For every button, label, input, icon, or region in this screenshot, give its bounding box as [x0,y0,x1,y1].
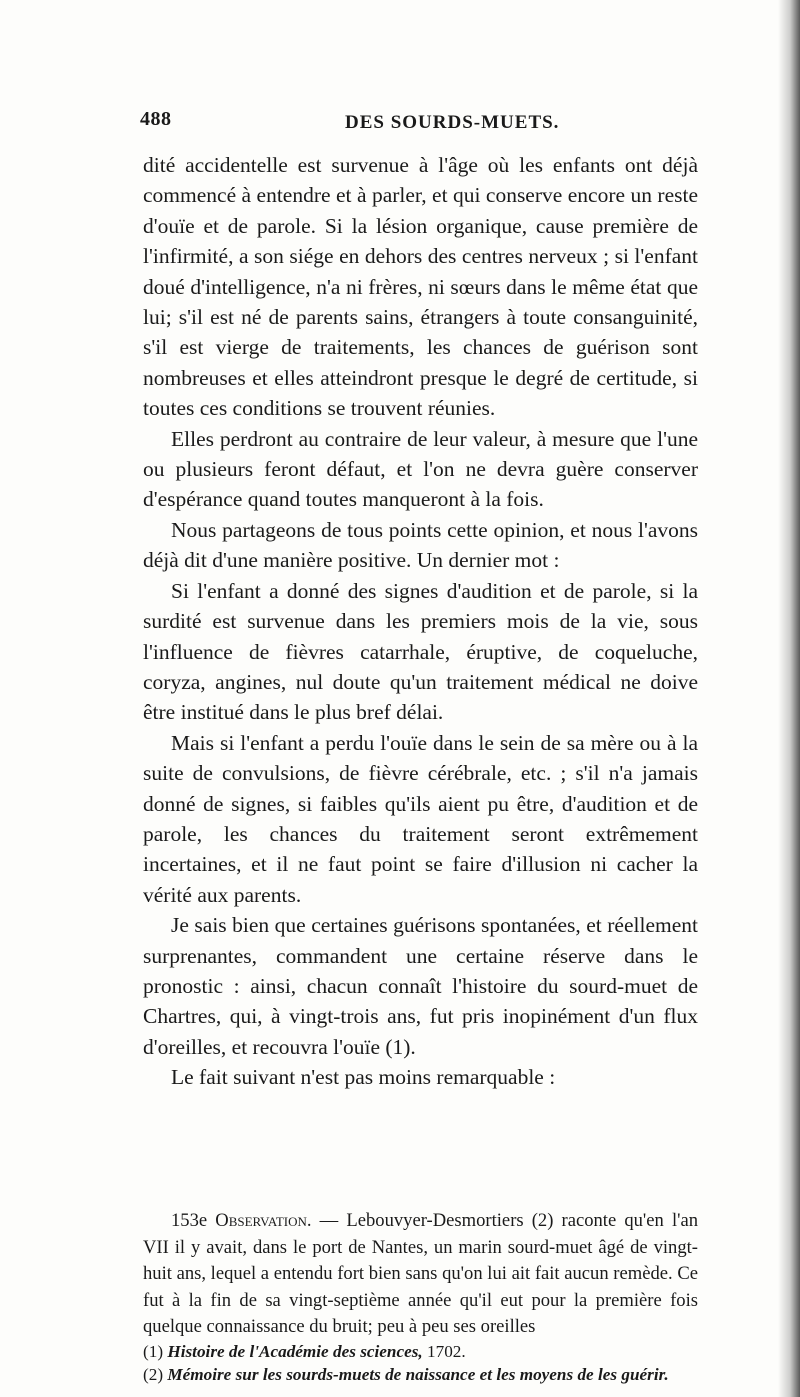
footnote-rest: 1702. [422,1342,466,1361]
observation-block [143,1208,698,1341]
footnote-marker: (2) [143,1365,164,1384]
footnote [143,1340,698,1363]
footnote-title: Mémoire sur les sourds-muets de naissance et les moyens de les guérir. [167,1365,669,1384]
page-edge-shadow [778,0,800,1397]
page-header [140,108,700,138]
observation-label: Observation. [215,1210,312,1231]
footnotes [143,1340,698,1386]
paragraph: Nous partageons de tous points cette opinion, et nous l'avons déjà dit d'une manière positive. Un dernier mot : [143,517,698,573]
page-number: 488 [140,108,172,130]
footnote-title: Histoire de l'Académie des sciences, [167,1342,423,1361]
paragraph: Je sais bien que certaines guérisons spontanées, et réellement surprenantes, commandent une certaine réserve dans le pronostic : ainsi, chacun connaît l'histoire du sourd-muet de Chartres, qui, à vingt-trois ans, fut pris inopinément d'un flux d'oreilles, et recouvra l'ouïe (1). [143,913,698,1059]
paragraph: Si l'enfant a donné des signes d'audition et de parole, si la surdité est survenue dans les premiers mois de la vie, sous l'influence de fièvres catarrhale, éruptive, de coqueluche, coryza, angines, nul doute qu'un traitement médical ne doive être institué dans le plus bref délai. [143,578,698,725]
paragraph: dité accidentelle est survenue à l'âge où les enfants ont déjà commencé à entendre et à parler, et qui conserve encore un reste d'ouïe et de parole. Si la lésion organique, cause première de l'infirmité, a son siége en dehors des centres nerveux ; si l'enfant doué d'intelligence, n'a ni frères, ni sœurs dans le même état que lui; s'il est né de parents sains, étrangers à toute consanguinité, s'il est vierge de traitements, les chances de guérison sont nombreuses et elles atteindront presque le degré de certitude, si toutes ces conditions se trouvent réunies. [143,153,698,421]
paragraph: Mais si l'enfant a perdu l'ouïe dans le sein de sa mère ou à la suite de convulsions, de fièvre cérébrale, etc. ; s'il n'a jamais donné de signes, si faibles qu'ils aient pu être, d'audition et de parole, les chances du traitement seront extrêmement incertaines, et il ne faut point se faire d'illusion ni cacher la vérité aux parents. [143,730,698,907]
observation-paragraph [143,1208,698,1341]
body-text [143,150,698,1093]
paragraph: Le fait suivant n'est pas moins remarquable : [171,1065,556,1090]
paragraph: Elles perdront au contraire de leur valeur, à mesure que l'une ou plusieurs feront défaut, et l'on ne devra guère conserver d'espérance quand toutes manqueront à la fois. [143,426,698,512]
footnote [143,1363,698,1386]
observation-text: — Lebouvyer-Desmortiers (2) raconte qu'en l'an VII il y avait, dans le port de Nantes, un marin sourd-muet âgé de vingt-huit ans, lequel a entendu fort bien sans qu'on lui ait fait aucun remède. Ce fut à la fin de sa vingt-septième année qu'il eut pour la première fois quelque connaissance du bruit; peu à peu ses oreilles [143,1210,699,1337]
footnote-marker: (1) [143,1342,164,1361]
observation-number: 153e [171,1210,208,1231]
running-title: DES SOURDS-MUETS. [345,112,560,133]
